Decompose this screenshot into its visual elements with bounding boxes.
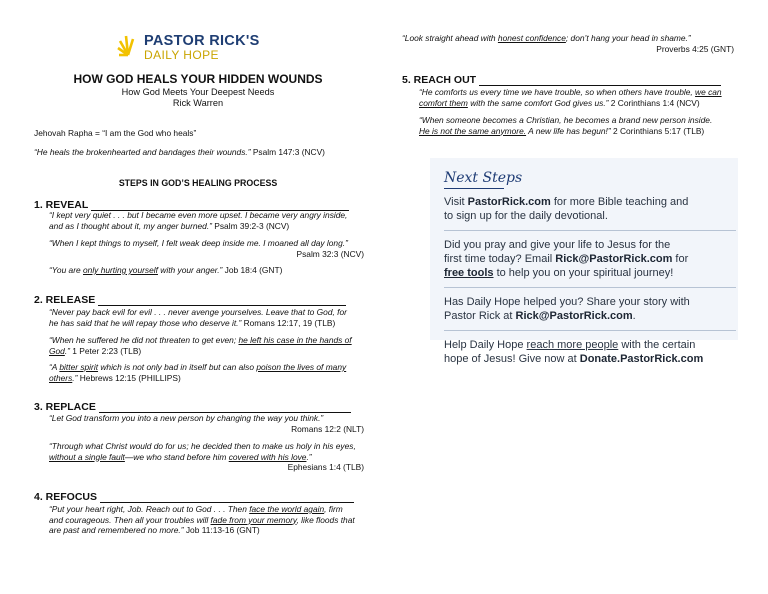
step-reach-out: 5. REACH OUT — [402, 74, 721, 86]
fill-in-blank[interactable] — [100, 502, 354, 503]
divider — [444, 287, 736, 288]
verse-proverbs-4: “Look straight ahead with honest confidence; don’t hang your head in shame.” Proverbs 4:25 (GNT) — [402, 33, 734, 54]
title-underline — [444, 188, 504, 189]
verse-romans-12-2: “Let God transform you into a new person by changing the way you think.” Romans 12:2 (NLT) — [49, 413, 364, 434]
verse-job-18: “You are only hurting yourself with your anger.” Job 18:4 (GNT) — [49, 265, 283, 275]
verse-ephesians-1: “Through what Christ would do for us; he decided then to make us holy in his eyes, without a single fault—we who stand before him covered with his love.” Ephesians 1:4 (TLB) — [49, 441, 364, 473]
author: Rick Warren — [172, 98, 224, 108]
ns-paragraph-visit: Visit PastorRick.com for more Bible teaching and to sign up for the daily devotional. — [444, 196, 689, 222]
intro-verse: “He heals the brokenhearted and bandages their wounds.” Psalm 147:3 (NCV) — [34, 147, 325, 157]
verse-psalm-39: “I kept very quiet . . . but I became even more upset. I became very angry inside, and as I thought about it, my anger burned.” Psalm 39:2-3 (NCV) — [49, 210, 348, 231]
verse-2-corinthians-5: “When someone becomes a Christian, he becomes a brand new person inside. He is not the same anymore. A new life has begun!” 2 Corinthians 5:17 (TLB) — [419, 115, 713, 136]
ns-paragraph-share: Has Daily Hope helped you? Share your story with Pastor Rick at Rick@PastorRick.com. — [444, 296, 690, 322]
link-email[interactable]: Rick@PastorRick.com — [555, 253, 673, 265]
logo-line2: DAILY HOPE — [144, 48, 219, 62]
verse-1-peter-2: “When he suffered he did not threaten to get even; he left his case in the hands of God.” 1 Peter 2:23 (TLB) — [49, 335, 352, 356]
page-title: HOW GOD HEALS YOUR HIDDEN WOUNDS — [73, 72, 323, 86]
verse-psalm-32: “When I kept things to myself, I felt weak deep inside me. I moaned all day long.” Psalm 32:3 (NCV) — [49, 238, 364, 259]
next-steps-title: Next Steps — [444, 170, 523, 186]
step-reveal: 1. REVEAL — [34, 199, 349, 211]
ns-paragraph-give: Help Daily Hope reach more people with the certain hope of Jesus! Give now at Donate.PastorRick.com — [444, 339, 704, 365]
step-refocus: 4. REFOCUS — [34, 491, 354, 503]
divider — [444, 330, 736, 331]
verse-romans-12-17: “Never pay back evil for evil . . . never avenge yourselves. Leave that to God, for he has said that he will repay those who deserve it.” Romans 12:17, 19 (TLB) — [49, 307, 347, 328]
link-email-share[interactable]: Rick@PastorRick.com — [515, 310, 633, 322]
logo-line1: PASTOR RICK'S — [144, 33, 260, 49]
step-replace: 3. REPLACE — [34, 401, 351, 413]
ns-paragraph-pray: Did you pray and give your life to Jesus for the first time today? Email Rick@PastorRick.com for free tools to help you on your spiritual journey! — [444, 239, 689, 279]
verse-hebrews-12: “A bitter spirit which is not only bad in itself but can also poison the lives of many others.” Hebrews 12:15 (PHILLIPS) — [49, 362, 347, 383]
step-release: 2. RELEASE — [34, 294, 346, 306]
link-free-tools[interactable]: free tools — [444, 267, 494, 279]
fill-in-blank[interactable] — [479, 85, 721, 86]
next-steps-content — [444, 195, 736, 366]
page-subtitle: How God Meets Your Deepest Needs — [121, 87, 275, 97]
intro-name-of-god: Jehovah Rapha = “I am the God who heals” — [34, 128, 197, 138]
sunrise-icon — [116, 34, 140, 58]
logo — [116, 33, 286, 63]
fill-in-blank[interactable] — [98, 305, 346, 306]
link-pastorrick[interactable]: PastorRick.com — [467, 196, 551, 208]
link-donate[interactable]: Donate.PastorRick.com — [579, 353, 704, 365]
steps-heading: STEPS IN GOD’S HEALING PROCESS — [118, 178, 278, 188]
verse-2-corinthians-1: “He comforts us every time we have trouble, so when others have trouble, we can comfort them with the same comfort God gives us.” 2 Corinthians 1:4 (NCV) — [419, 87, 722, 108]
divider — [444, 230, 736, 231]
verse-job-11: “Put your heart right, Job. Reach out to God . . . Then face the world again, firm and courageous. Then all your troubles will fade from your memory, like floods that are past and remembered no more.” Job 11:13-16 (GNT) — [49, 504, 355, 536]
link-reach-more[interactable]: reach more people — [526, 339, 619, 351]
